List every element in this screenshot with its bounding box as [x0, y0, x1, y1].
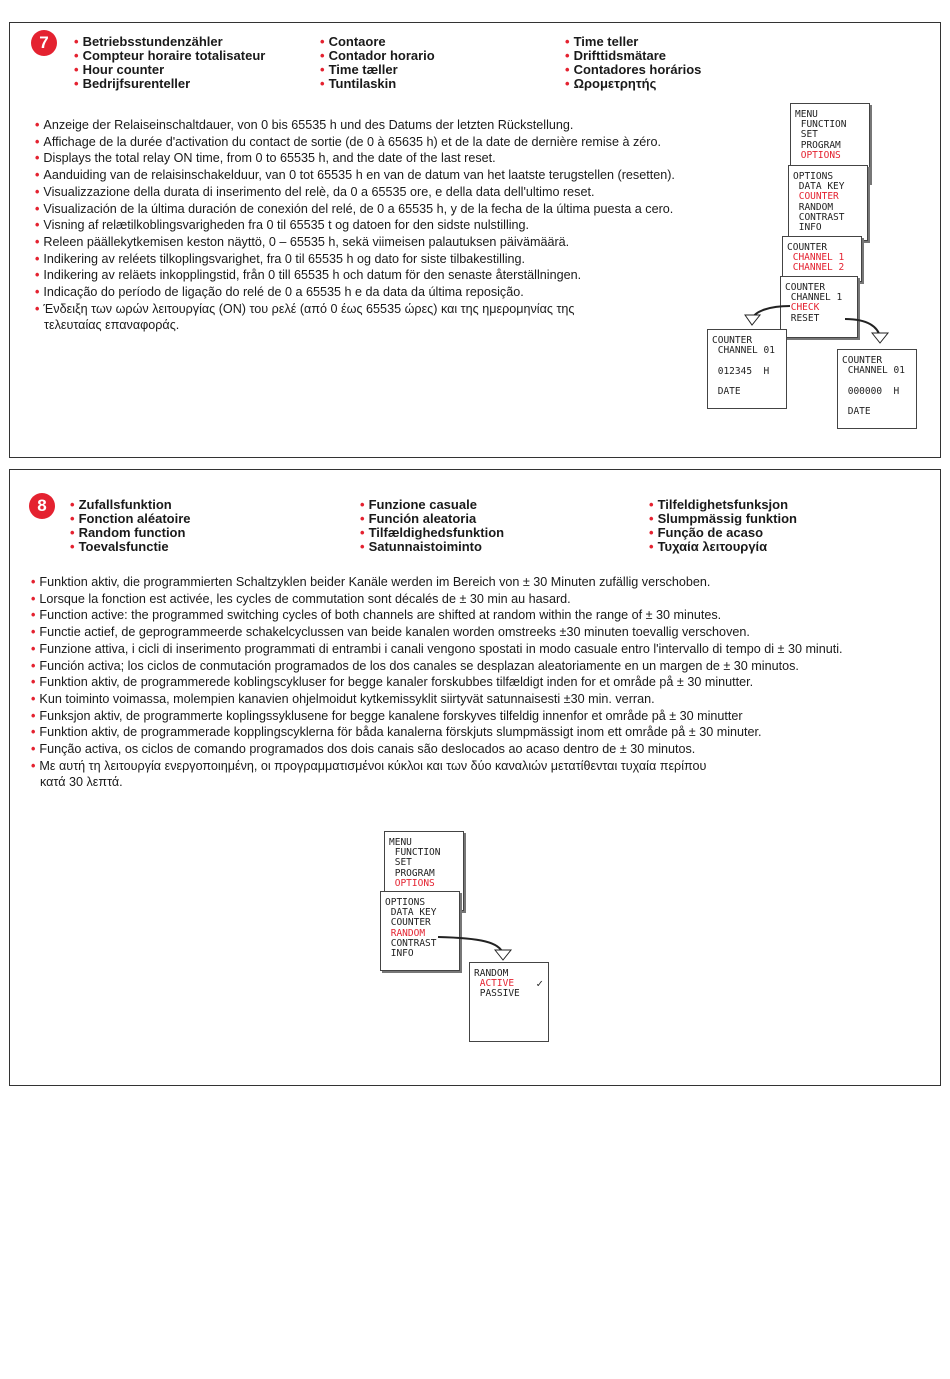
lcd-line: COUNTER — [842, 355, 883, 366]
desc-it: • Funzione attiva, i cicli di inserimento programmati di entrambi i canali vengono spostati in modo casuale entro l'intervallo di tempo di ± 30 minuti. — [31, 641, 843, 658]
lcd-line: DATA KEY — [385, 907, 437, 919]
title-fi: • Satunnaistoiminto — [360, 540, 504, 554]
checkmark-icon: ✓ — [536, 977, 543, 990]
lcd-line: RANDOM — [474, 968, 509, 979]
title-el: • Ωρομετρητής — [565, 77, 701, 91]
lcd-line-selected: CHECK — [785, 302, 820, 314]
desc-fi: • Kun toiminto voimassa, molempien kanavien ohjelmoidut kytkemissyklit siirtyvät satunnaisesti ±30 min. verran. — [31, 691, 843, 708]
desc-fr: • Affichage de la durée d'activation du contact de sortie (de 0 à 65635 h) et de la date de dernière remise à zéro. — [35, 134, 675, 151]
lcd-line-selected: CHANNEL 1 — [787, 252, 845, 264]
lcd-line: COUNTER — [785, 282, 826, 293]
title-en: • Hour counter — [74, 63, 265, 77]
desc-de: • Funktion aktiv, die programmierten Schaltzyklen beider Kanäle werden im Bereich von ± 30 Minuten zufällig verschoben. — [31, 574, 843, 591]
section-7-hour-counter — [9, 22, 941, 458]
lcd-value-hours: 012345 H — [712, 365, 770, 377]
desc-el: • Ένδειξη των ωρών λειτουργίας (ON) του ρελέ (από 0 έως 65535 ώρες) και της ημερομηνίας της — [35, 301, 675, 318]
lcd-line: OPTIONS — [385, 897, 426, 908]
desc-no: • Indikering av reléets tilkoplingsvarighet, fra 0 til 65535 h og dato for siste tilbakestilling. — [35, 251, 675, 268]
lcd-line: COUNTER — [712, 335, 753, 346]
desc-da: • Funktion aktiv, de programmerede koblingscykluser for begge kanaler forskubbes tilfældigt inden for et område på ± 30 minutter. — [31, 674, 843, 691]
lcd-line: COUNTER — [385, 917, 431, 929]
lcd-line: MENU — [389, 837, 412, 848]
title-no: • Time teller — [565, 35, 701, 49]
lcd-line: CHANNEL 1 — [785, 292, 843, 304]
lcd-line-selected: ACTIVE — [474, 978, 515, 990]
desc-es: • Función activa; los ciclos de conmutación programados de los dos canales se desplazan aleatoriamente en un margen de ± 30 minutos. — [31, 658, 843, 675]
desc-nl: • Aanduiding van de relaisinschakelduur, van 0 tot 65535 h en van de datum van het laatste terugstellen (resetten). — [35, 167, 675, 184]
lcd-line: MENU — [795, 109, 818, 120]
navigation-arrows — [10, 470, 942, 1087]
lcd-line: DATA KEY — [793, 181, 845, 193]
lcd-line: FUNCTION — [795, 119, 847, 131]
title-el: • Τυχαία λειτουργία — [649, 540, 797, 554]
lcd-line: SET — [389, 857, 412, 869]
lcd-line: RANDOM — [793, 201, 834, 213]
title-nl: • Bedrijfsurenteller — [74, 77, 265, 91]
arrow-to-random-icon — [438, 937, 503, 954]
title-nl: • Toevalsfunctie — [70, 540, 191, 554]
title-no: • Tilfeldighetsfunksjon — [649, 498, 797, 512]
desc-pt: • Função activa, os ciclos de comando programados dos dois canais são deslocados ao acaso dentro de ± 30 minutos. — [31, 741, 843, 758]
lcd-line: CONTRAST — [793, 211, 845, 223]
desc-da: • Visning af relætilkoblingsvarigheden fra 0 til 65535 t og datoen for den sidste nulstilling. — [35, 217, 675, 234]
title-en: • Random function — [70, 526, 191, 540]
desc-en: • Displays the total relay ON time, from 0 to 65535 h, and the date of the last reset. — [35, 150, 675, 167]
title-es: • Contador horario — [320, 49, 435, 63]
desc-fi: • Releen päällekytkemisen keston näyttö, 0 – 65535 h, sekä viimeisen palautuksen päivämäärä. — [35, 234, 675, 251]
title-de: • Zufallsfunktion — [70, 498, 191, 512]
title-fi: • Tuntilaskin — [320, 77, 435, 91]
title-da: • Time tæller — [320, 63, 435, 77]
desc-el: • Με αυτή τη λειτουργία ενεργοποιημένη, οι προγραμματισμένοι κύκλοι και των δύο καναλιών μετατίθενται τυχαία περίπου — [31, 758, 843, 775]
lcd-line-selected: COUNTER — [793, 191, 839, 203]
lcd-date-label: DATE — [712, 386, 741, 398]
desc-sv: • Funktion aktiv, de programmerade kopplingscyklerna för båda kanalerna förskjuts slumpmässigt inom ett område på ± 30 minuter. — [31, 724, 843, 741]
title-pt: • Contadores horários — [565, 63, 701, 77]
lcd-line-selected: OPTIONS — [389, 877, 435, 889]
lcd-line: PROGRAM — [795, 139, 841, 151]
navigation-arrows — [10, 23, 942, 459]
title-pt: • Função de acaso — [649, 526, 797, 540]
lcd-line: CHANNEL 01 — [712, 345, 775, 357]
title-de: • Betriebsstundenzähler — [74, 35, 265, 49]
desc-fr: • Lorsque la fonction est activée, les cycles de commutation sont décalés de ± 30 min au hasard. — [31, 591, 843, 608]
title-es: • Función aleatoria — [360, 512, 504, 526]
lcd-line: RESET — [785, 312, 820, 324]
section-8-random-function — [9, 469, 941, 1086]
lcd-line-selected: OPTIONS — [795, 149, 841, 161]
title-fr: • Compteur horaire totalisateur — [74, 49, 265, 63]
lcd-line: CONTRAST — [385, 937, 437, 949]
lcd-line: SET — [795, 129, 818, 141]
lcd-line: PASSIVE — [474, 988, 520, 1000]
lcd-line: FUNCTION — [389, 847, 441, 859]
desc-es: • Visualización de la última duración de conexión del relé, de 0 a 65535 h, y de la fecha de la última puesta a cero. — [35, 201, 675, 218]
title-it: • Contaore — [320, 35, 435, 49]
desc-de: • Anzeige der Relaiseinschaltdauer, von 0 bis 65535 h und des Datums der letzten Rückstellung. — [35, 117, 675, 134]
desc-nl: • Functie actief, de geprogrammeerde schakelcyclussen van beide kanalen worden omstreeks ±30 minuten toevallig verschoven. — [31, 624, 843, 641]
lcd-line: INFO — [793, 222, 822, 234]
desc-en: • Function active: the programmed switching cycles of both channels are shifted at random within the range of ± 30 minutes. — [31, 607, 843, 624]
lcd-value-hours: 000000 H — [842, 385, 900, 397]
lcd-line-selected: RANDOM — [385, 927, 426, 939]
lcd-date-label: DATE — [842, 406, 871, 418]
section-number-badge: 8 — [29, 493, 55, 519]
lcd-line: INFO — [385, 948, 414, 960]
lcd-line: OPTIONS — [793, 171, 834, 182]
title-fr: • Fonction aléatoire — [70, 512, 191, 526]
desc-el-continued: κατά 30 λεπτά. — [40, 775, 123, 790]
desc-pt: • Indicação do período de ligação do relé de 0 a 65535 h e da data da última reposição. — [35, 284, 675, 301]
lcd-line: PROGRAM — [389, 867, 435, 879]
desc-it: • Visualizzazione della durata di inserimento del relè, da 0 a 65535 ore, e della data dell'ultimo reset. — [35, 184, 675, 201]
title-da: • Tilfældighedsfunktion — [360, 526, 504, 540]
lcd-line: CHANNEL 01 — [842, 365, 905, 377]
desc-sv: • Indikering av reläets inkopplingstid, från 0 till 65535 h och datum för den senaste återställningen. — [35, 267, 675, 284]
lcd-line: COUNTER — [787, 242, 828, 253]
lcd-line-selected: CHANNEL 2 — [787, 262, 845, 274]
title-it: • Funzione casuale — [360, 498, 504, 512]
title-sv: • Slumpmässig funktion — [649, 512, 797, 526]
desc-el-continued: τελευταίας επαναφοράς. — [44, 318, 180, 333]
desc-no: • Funksjon aktiv, de programmerte koplingssyklusene for begge kanalene forskyves tilfeldig innenfor et område på ± 30 minutter — [31, 708, 843, 725]
title-sv: • Drifttidsmätare — [565, 49, 701, 63]
section-number-badge: 7 — [31, 30, 57, 56]
